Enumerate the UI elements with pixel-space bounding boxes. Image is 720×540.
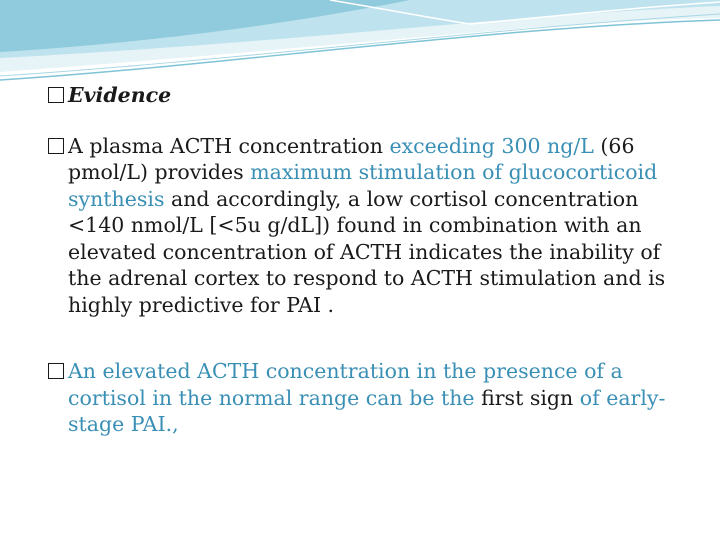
bullet-icon xyxy=(48,87,64,103)
bullet-icon xyxy=(48,138,64,154)
evidence-paragraph-2: An elevated ACTH concentration in the presence of a cortisol in the normal range can be the first sign of early-stage PAI., xyxy=(48,358,688,438)
slide-body xyxy=(48,82,688,438)
evidence-paragraph-1: A plasma ACTH concentration exceeding 300 ng/L (66 pmol/L) provides maximum stimulation of glucocorticoid synthesis and accordingly, a low cortisol concentration <140 nmol/L [<5u g/dL]) found in combination with an elevated concentration of ACTH indicates the inability of the adrenal cortex to respond to ACTH stimulation and is highly predictive for PAI . xyxy=(48,133,688,319)
section-heading: Evidence xyxy=(48,82,688,109)
bullet-icon xyxy=(48,363,64,379)
